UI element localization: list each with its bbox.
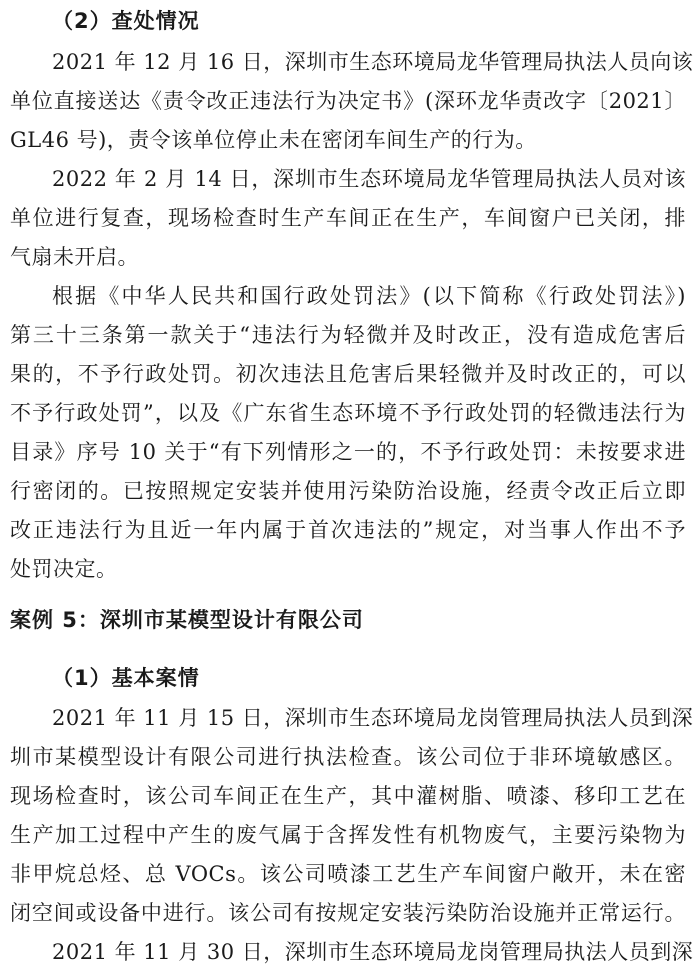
paragraph-line: 闭空间或设备中进行。该公司有按规定安装污染防治设施并正常运行。 — [10, 901, 686, 925]
paragraph-line: 2021 年 12 月 16 日，深圳市生态环境局龙华管理局执法人员向该 — [52, 50, 694, 74]
paragraph-line: 目录》序号 10 关于“有下列情形之一的，不予行政处罚：未按要求进 — [10, 440, 686, 464]
paragraph-line: 2021 年 11 月 30 日，深圳市生态环境局龙岗管理局执法人员到深 — [52, 940, 694, 964]
paragraph-line: 处罚决定。 — [10, 557, 118, 581]
paragraph-line: 2021 年 11 月 15 日，深圳市生态环境局龙岗管理局执法人员到深 — [52, 706, 694, 730]
paragraph-line: 非甲烷总烃、总 VOCs。该公司喷漆工艺生产车间窗户敞开，未在密 — [10, 862, 686, 886]
paragraph-line: GL46 号)，责令该单位停止未在密闭车间生产的行为。 — [10, 128, 537, 152]
section-heading-basic-facts: （1）基本案情 — [52, 666, 200, 690]
paragraph-line: 气扇未开启。 — [10, 245, 139, 269]
paragraph-line: 单位直接送达《责令改正违法行为决定书》(深环龙华责改字〔2021〕 — [10, 89, 686, 113]
paragraph-line: 第三十三条第一款关于“违法行为轻微并及时改正，没有造成危害后 — [10, 323, 686, 347]
paragraph-line: 单位进行复查，现场检查时生产车间正在生产，车间窗户已关闭，排 — [10, 206, 686, 230]
paragraph-line: 现场检查时，该公司车间正在生产，其中灌树脂、喷漆、移印工艺在 — [10, 784, 686, 808]
paragraph-line: 圳市某模型设计有限公司进行执法检查。该公司位于非环境敏感区。 — [10, 745, 686, 769]
case-heading: 案例 5：深圳市某模型设计有限公司 — [10, 608, 364, 632]
paragraph-line: 2022 年 2 月 14 日，深圳市生态环境局龙华管理局执法人员对该 — [52, 167, 686, 191]
paragraph-line: 行密闭的。已按照规定安装并使用污染防治设施，经责令改正后立即 — [10, 479, 686, 503]
paragraph-line: 改正违法行为且近一年内属于首次违法的”规定，对当事人作出不予 — [10, 518, 686, 542]
section-heading-investigation: （2）查处情况 — [52, 9, 200, 33]
paragraph-line: 不予行政处罚”，以及《广东省生态环境不予行政处罚的轻微违法行为 — [10, 401, 686, 425]
paragraph-line: 生产加工过程中产生的废气属于含挥发性有机物废气，主要污染物为 — [10, 823, 686, 847]
paragraph-line: 果的，不予行政处罚。初次违法且危害后果轻微并及时改正的，可以 — [10, 362, 686, 386]
paragraph-line: 根据《中华人民共和国行政处罚法》(以下简称《行政处罚法》) — [52, 284, 686, 308]
